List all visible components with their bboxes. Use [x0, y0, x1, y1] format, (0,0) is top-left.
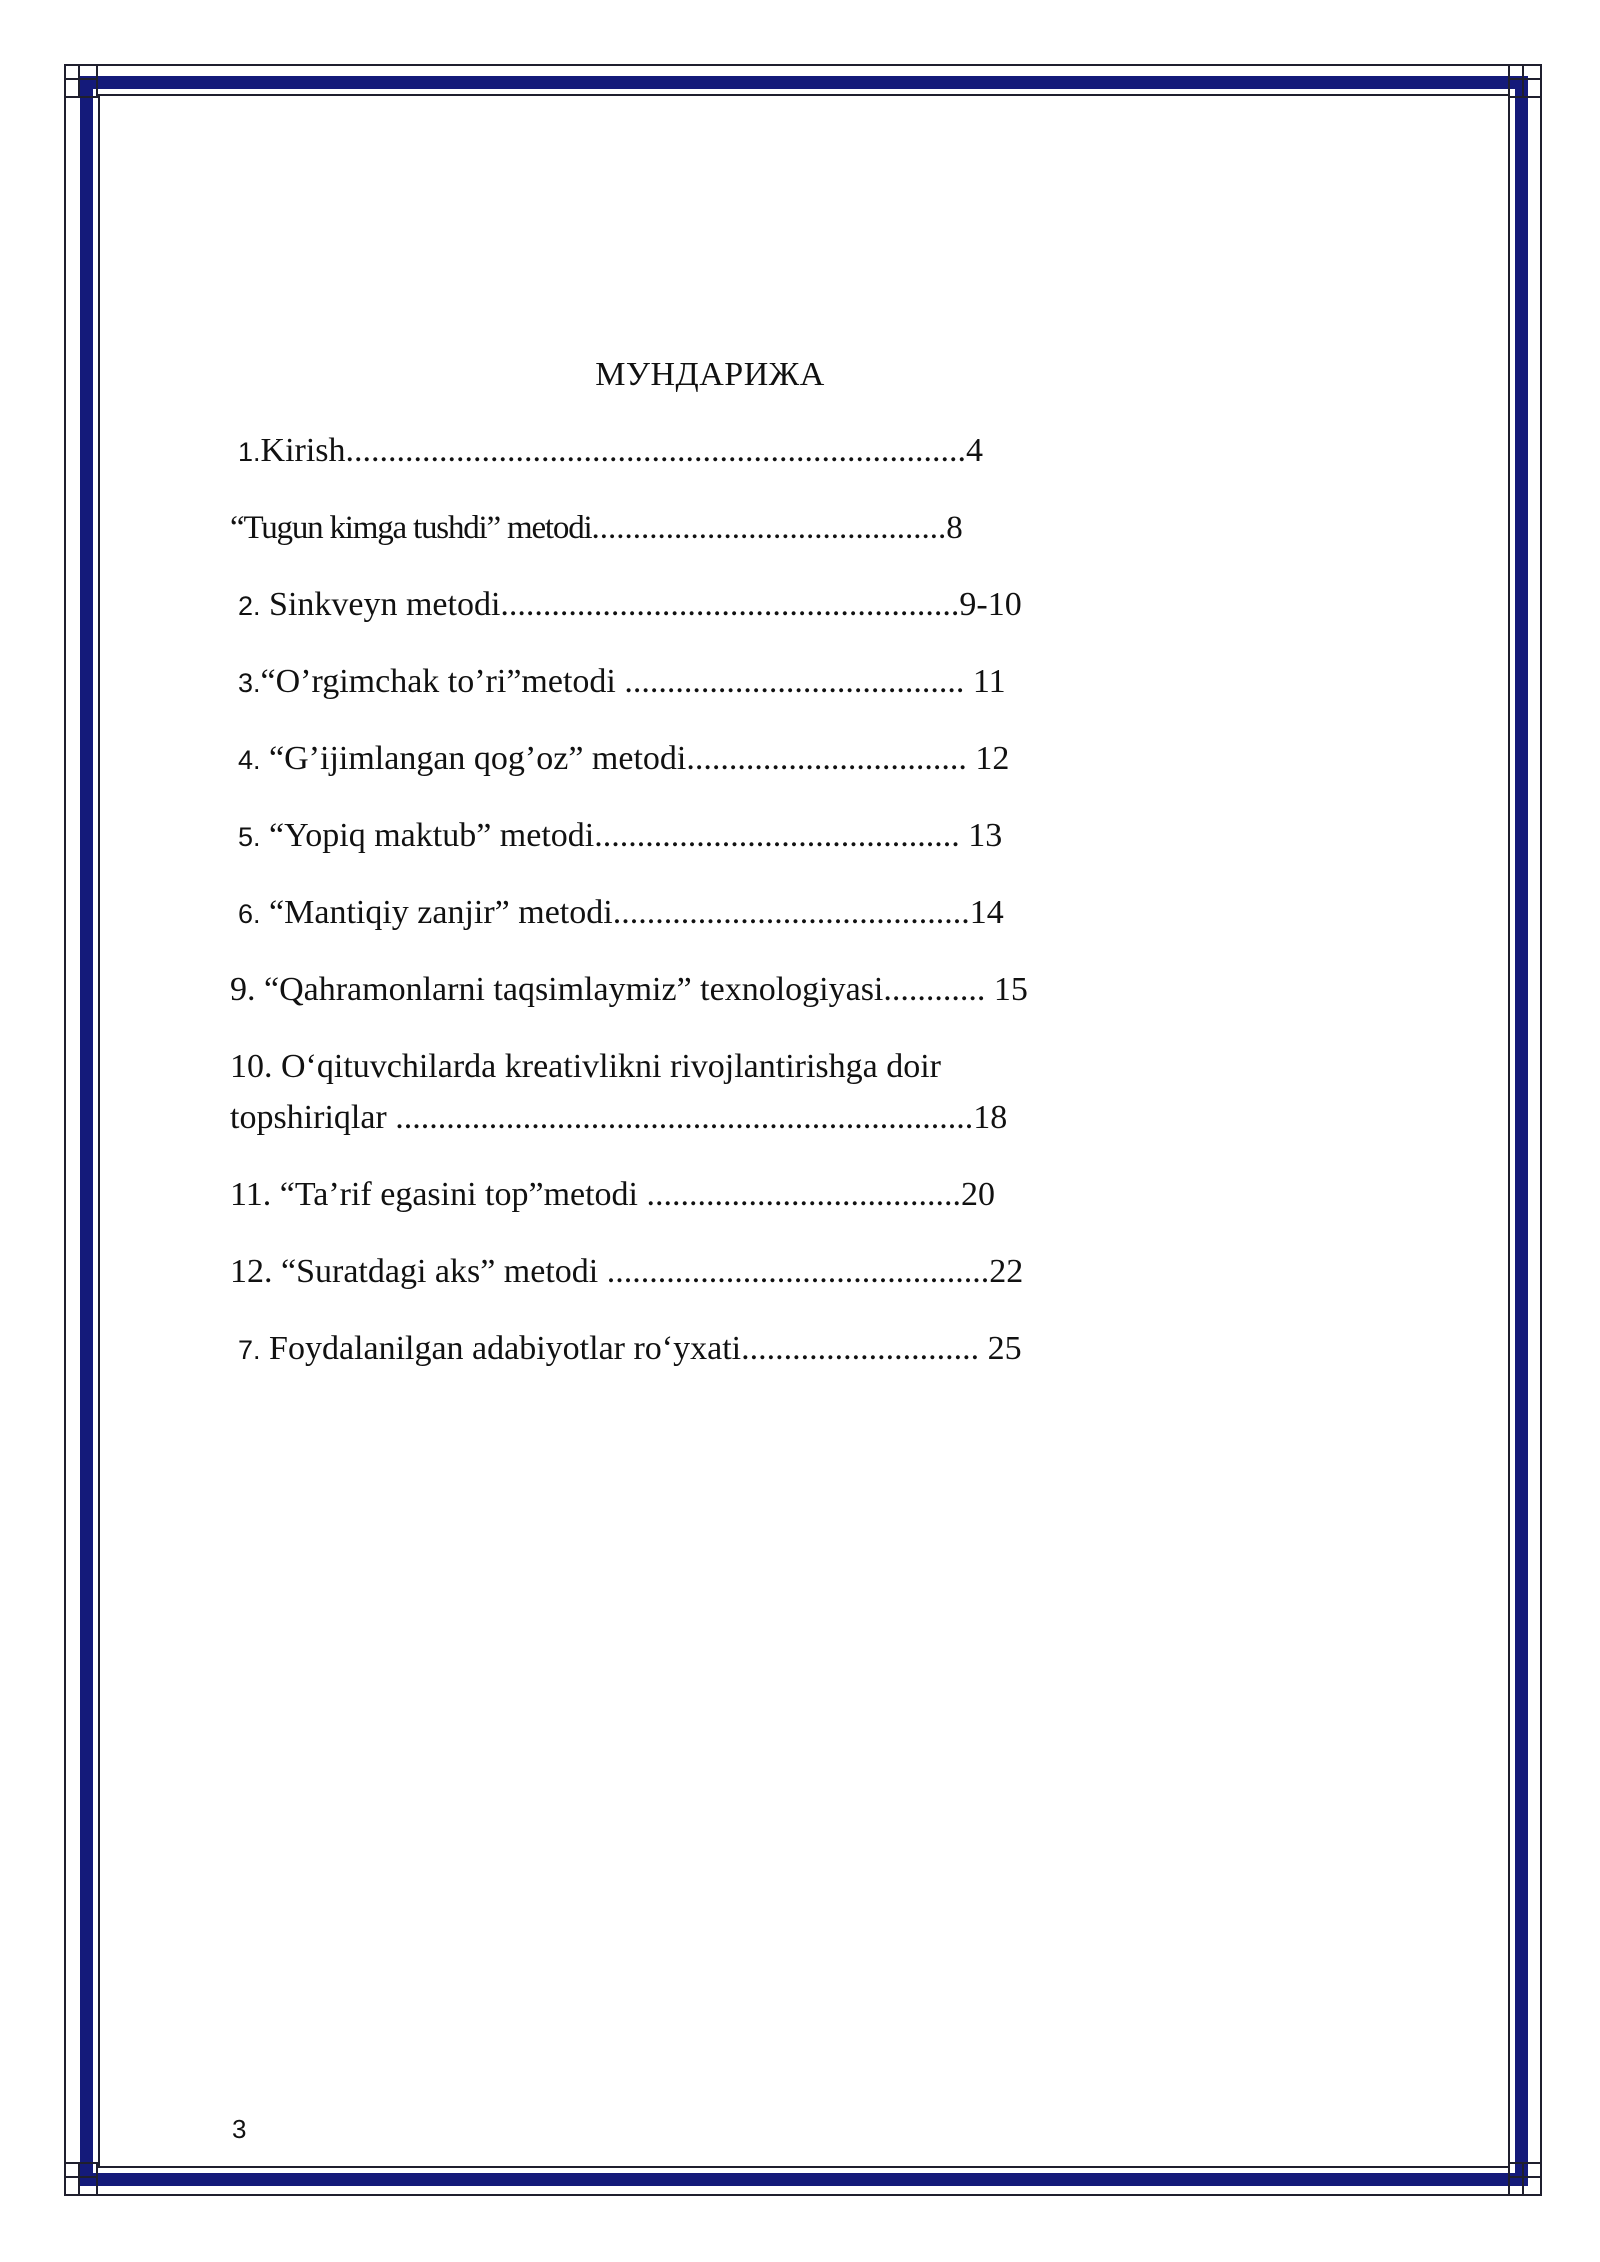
toc-entry-label: Foydalanilgan adabiyotlar ro‘yxati — [260, 1330, 742, 1367]
corner-ornament-bottom-right — [1508, 2162, 1542, 2196]
toc-entry-page: 18 — [973, 1099, 1008, 1136]
toc-entry — [230, 1097, 1007, 1139]
toc-entry-dots: .................................................................... — [395, 1099, 974, 1136]
toc-entry-label: “Mantiqiy zanjir” metodi — [260, 894, 613, 931]
toc-entry-dots: ................................. — [686, 740, 967, 777]
toc-entry-label: “O’rgimchak to’ri”metodi — [260, 663, 625, 700]
toc-entry-label: Kirish — [260, 432, 346, 469]
toc-entry-page: 20 — [961, 1176, 995, 1213]
toc-entry-label: 12. “Suratdagi aks” metodi — [230, 1253, 607, 1290]
toc-entry-dots: ...................................................... — [500, 586, 960, 623]
toc-entry — [238, 1328, 1022, 1371]
corner-ornament-top-left — [64, 64, 98, 98]
toc-entry-page: 22 — [989, 1253, 1024, 1290]
toc-entry-label: “Tugun kimga tushdi” metodi — [230, 510, 592, 546]
toc-entry-dots: ........................................ — [624, 663, 965, 700]
toc-entry-label: 10. O‘qituvchilarda kreativlikni rivojlantirishga doir — [230, 1048, 941, 1085]
page-number: 3 — [232, 2114, 247, 2144]
toc-entry-page: 8 — [946, 510, 962, 546]
toc-entry-label: “G’ijimlangan qog’oz” metodi — [260, 740, 687, 777]
corner-ornament-bottom-left — [64, 2162, 98, 2196]
toc-title: МУНДАРИЖА — [595, 356, 825, 393]
toc-entry — [230, 1251, 1023, 1293]
toc-entry — [238, 584, 1022, 627]
toc-entry-page: 13 — [959, 817, 1003, 854]
toc-entry-dots: ............................ — [741, 1330, 980, 1367]
toc-entry — [238, 430, 983, 473]
toc-entry-page: 4 — [966, 432, 984, 469]
toc-entry-label: Sinkveyn metodi — [260, 586, 501, 623]
toc-entry-page: 25 — [979, 1330, 1022, 1367]
toc-entry-label: topshiriqlar — [230, 1099, 396, 1136]
toc-entry — [238, 815, 1002, 858]
toc-entry-number: 5. — [238, 822, 261, 852]
toc-entry-number: 2. — [238, 591, 261, 621]
toc-entry-label: 11. “Ta’rif egasini top”metodi — [230, 1176, 647, 1213]
toc-entry — [230, 1046, 941, 1088]
toc-entry-dots: ........................................... — [594, 817, 960, 854]
toc-entry-page: 9-10 — [959, 586, 1022, 623]
toc-entry-page: 14 — [969, 894, 1004, 931]
toc-entry-number: 6. — [238, 899, 261, 929]
toc-entry-number: 1. — [238, 437, 261, 467]
toc-entry-dots: .......................................... — [612, 894, 970, 931]
toc-entry-dots: ............ — [883, 971, 986, 1008]
toc-entry — [230, 507, 962, 549]
toc-entry-dots: ..................................... — [646, 1176, 961, 1213]
toc-entry-page: 11 — [964, 663, 1006, 700]
toc-entry — [230, 969, 1028, 1011]
toc-entry — [238, 738, 1009, 781]
toc-entry — [238, 892, 1004, 935]
toc-entry-label: “Yopiq maktub” metodi — [260, 817, 595, 854]
toc-entry-number: 3. — [238, 668, 261, 698]
toc-entry-page: 15 — [985, 971, 1028, 1008]
toc-entry-number: 4. — [238, 745, 261, 775]
toc-entry-number: 7. — [238, 1335, 261, 1365]
toc-entry — [238, 661, 1006, 704]
toc-entry-label: 9. “Qahramonlarni taqsimlaymiz” texnologiyasi — [230, 971, 884, 1008]
toc-entry-dots: ........................................... — [591, 510, 947, 546]
toc-entry — [230, 1174, 995, 1216]
toc-entry-dots: ............................................. — [606, 1253, 990, 1290]
corner-ornament-top-right — [1508, 64, 1542, 98]
toc-entry-page: 12 — [966, 740, 1010, 777]
toc-entry-dots: ......................................................................... — [345, 432, 967, 469]
